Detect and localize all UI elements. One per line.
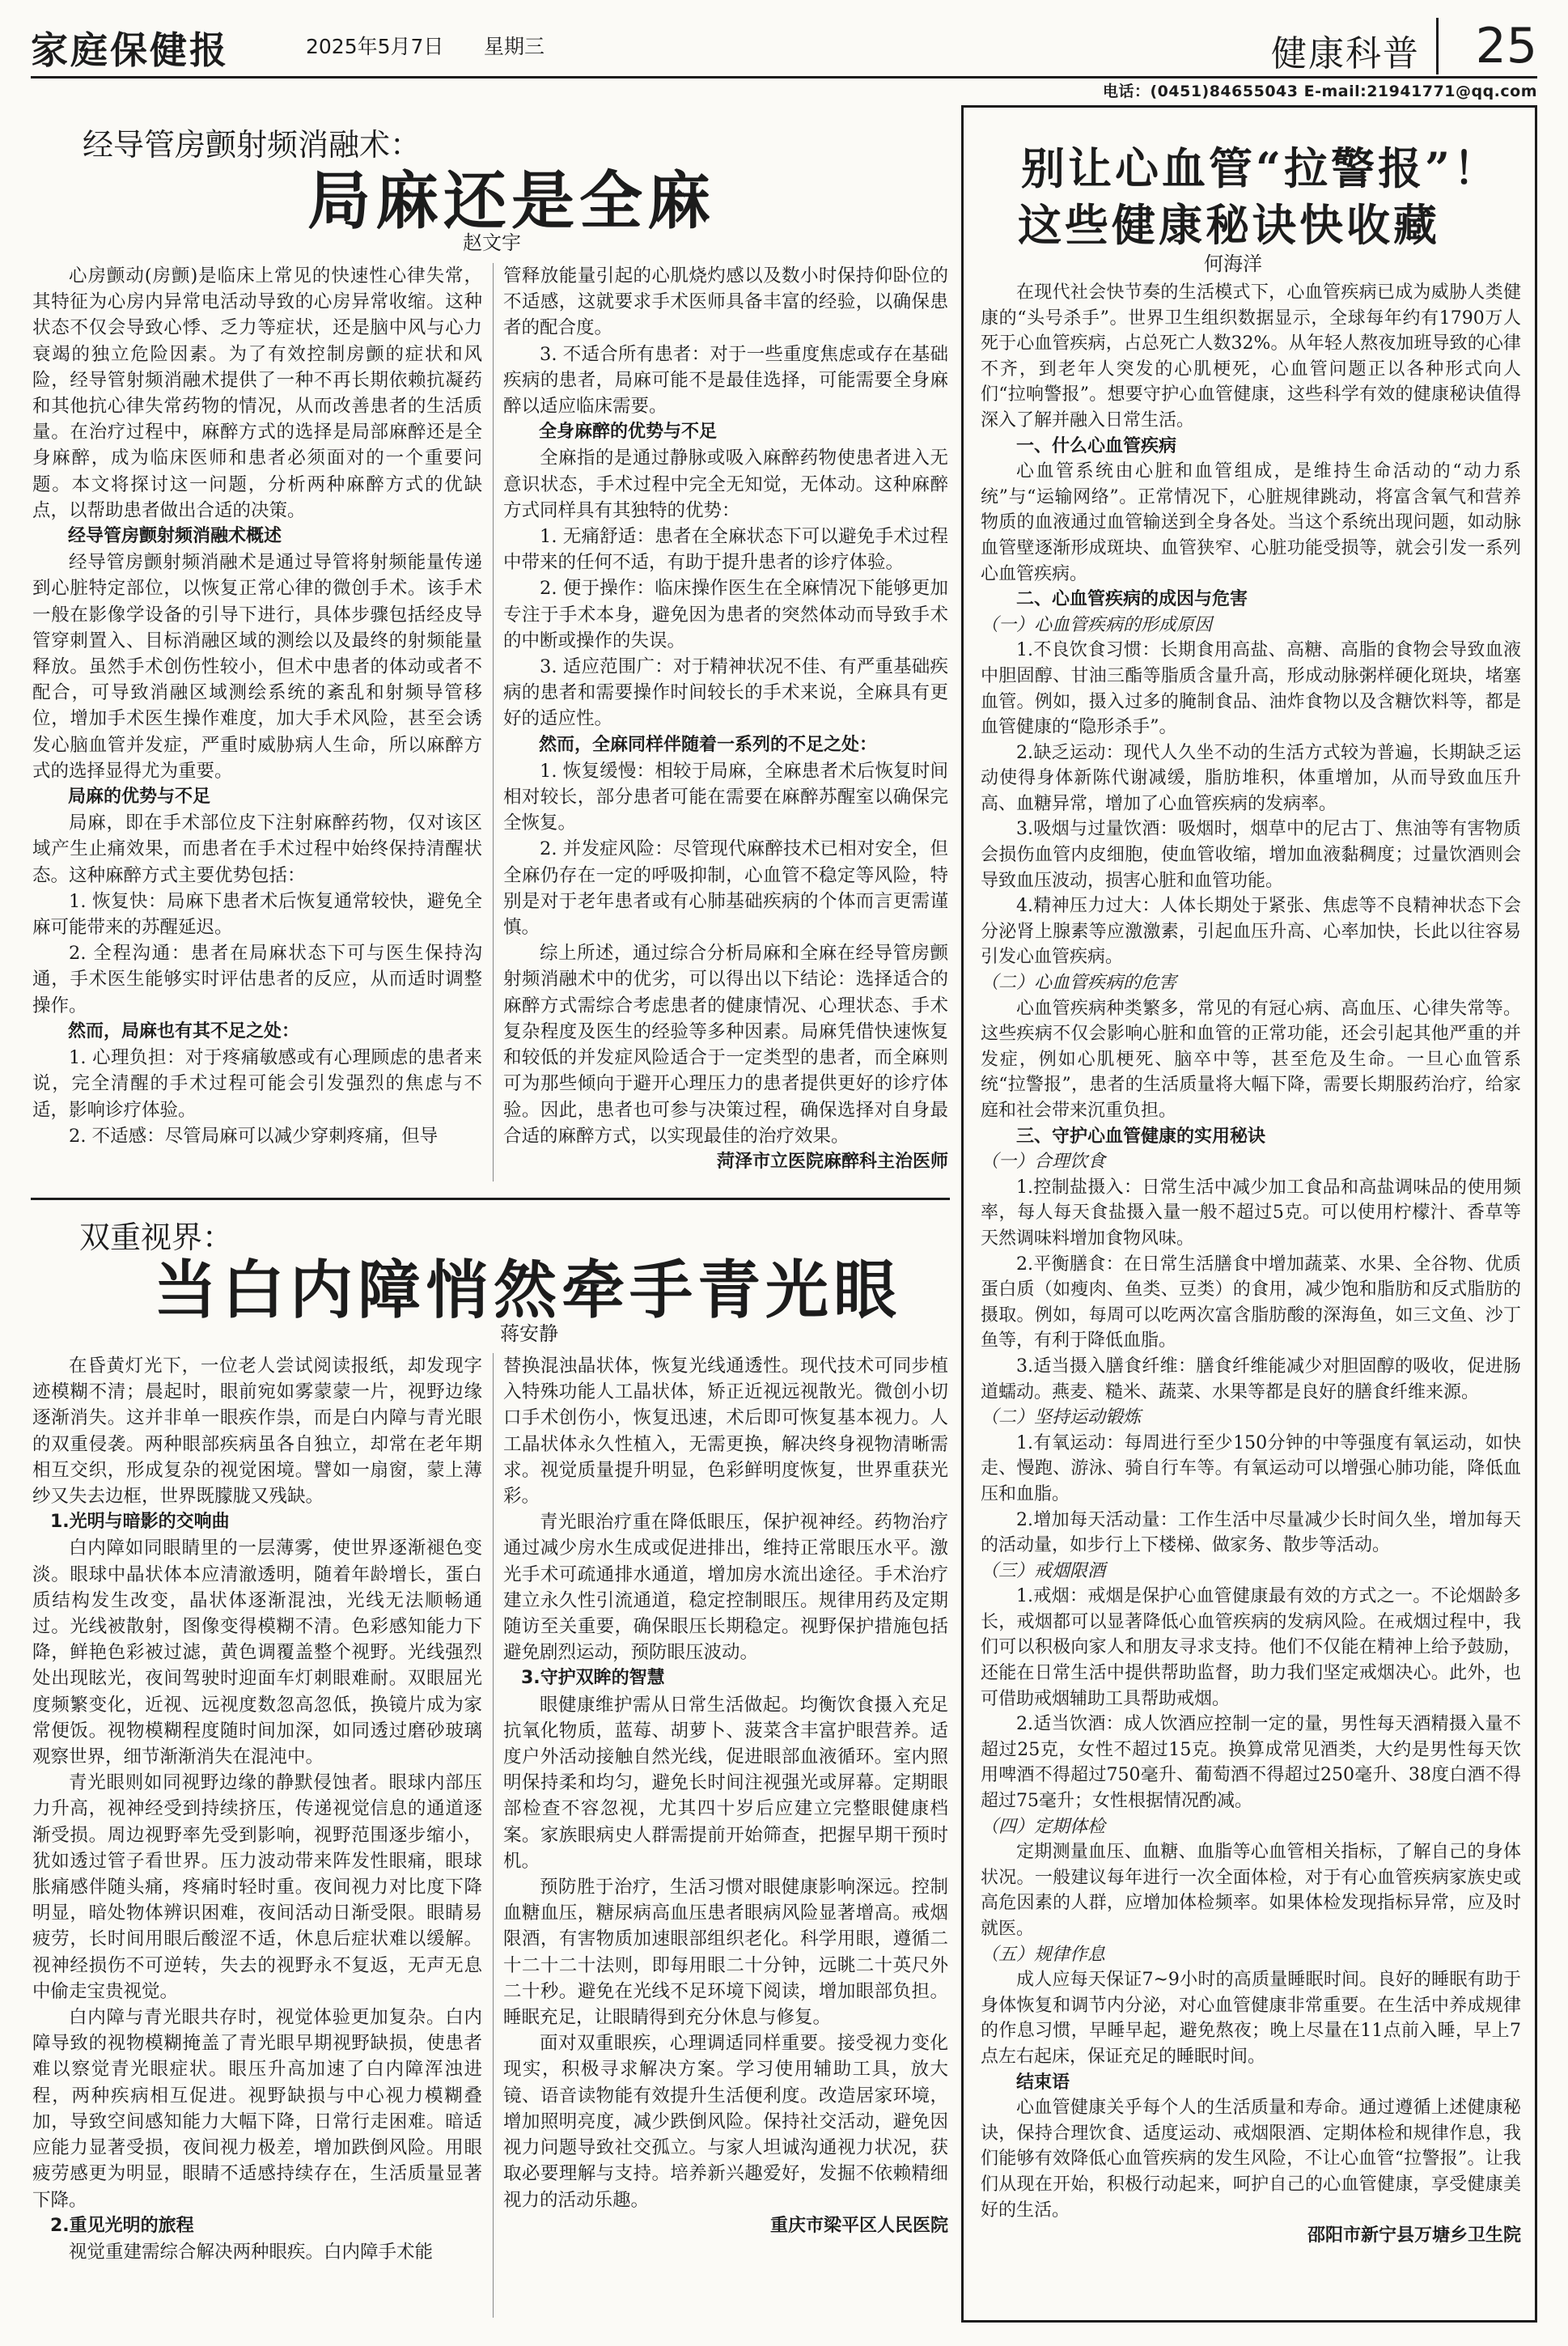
paragraph: 白内障如同眼睛里的一层薄雾，使世界逐渐褪色变淡。眼球中晶状体本应清澈透明，随着年龄增长，蛋白质结构发生改变，晶状体逐渐混浊，光线无法顺畅通过。光线被散射，图像变得模糊不清。色彩感知能力下降，鲜艳色彩被过滤，黄色调覆盖整个视野。光线强烈处出现眩光，夜间驾驶时迎面车灯刺眼难耐。双眼屈光度频繁变化，近视、远视度数忽高忽低，换镜片成为家常便饭。视物模糊程度随时间加深，如同透过磨砂玻璃观察世界，细节渐渐消失在混沌中。: [32, 1538, 482, 1768]
subheading: （五）规律作息: [981, 1944, 1106, 1965]
paragraph: 局麻，即在手术部位皮下注射麻醉药物，仅对该区域产生止痛效果，而患者在手术过程中始终保持清醒状态。这种麻醉方式主要优势包括：: [32, 812, 482, 886]
contact-info: 电话：(0451)84655043 E-mail:21941771@qq.com: [1102, 83, 1537, 100]
sidebar-byline: 何海洋: [1204, 252, 1262, 275]
paragraph: 全麻指的是通过静脉或吸入麻醉药物使患者进入无意识状态，手术过程中完全无知觉，无体动。这种麻醉方式同样具有其独特的优势：: [503, 448, 948, 521]
paragraph: 眼健康维护需从日常生活做起。均衡饮食摄入充足抗氧化物质，蓝莓、胡萝卜、菠菜含丰富护眼营养。适度户外活动接触自然光线，促进眼部血液循环。室内照明保持柔和均匀，避免长时间注视强光或屏幕。定期眼部检查不容忽视，尤其四十岁后应建立完整眼健康档案。家族眼病史人群需提前开始筛查，把握早期干预时机。: [503, 1694, 948, 1872]
issue-weekday: 星期三: [484, 35, 545, 58]
subheading: 一、什么心血管疾病: [1016, 435, 1177, 456]
article1-kicker: 经导管房颤射频消融术：: [83, 127, 422, 163]
paragraph: 综上所述，通过综合分析局麻和全麻在经导管房颤射频消融术中的优劣，可以得出以下结论：选择适合的麻醉方式需综合考虑患者的健康情况、心理状态、手术复杂程度及医生的经验等多种因素。局麻凭借快速恢复和较低的并发症风险适合于一定类型的患者，而全麻则可为那些倾向于避开心理压力的患者提供更好的诊疗体验。因此，患者也可参与决策过程，确保选择对自身最合适的麻醉方式，以实现最佳的治疗效果。: [503, 943, 948, 1147]
paragraph: 预防胜于治疗，生活习惯对眼健康影响深远。控制血糖血压，糖尿病高血压患者眼病风险显著增高。戒烟限酒，有害物质加速眼部组织老化。科学用眼，遵循二十二十二十法则，即每用眼二十分钟，远眺二十英尺外二十秒。避免在光线不足环境下阅读，增加眼部负担。睡眠充足，让眼睛得到充分休息与修复。: [503, 1877, 948, 2029]
paragraph: 2.平衡膳食：在日常生活膳食中增加蔬菜、水果、全谷物、优质蛋白质（如瘦肉、鱼类、豆类）的食用，减少饱和脂肪和反式脂肪的摄取。例如，每周可以吃两次富含脂肪酸的深海鱼，如三文鱼、沙丁鱼等，有利于降低血脂。: [981, 1254, 1521, 1351]
paragraph: 1.有氧运动：每周进行至少150分钟的中等强度有氧运动，如快走、慢跑、游泳、骑自行车等。有氧运动可以增强心肺功能，降低血压和血脂。: [981, 1432, 1521, 1504]
paragraph: 心血管疾病种类繁多，常见的有冠心病、高血压、心律失常等。这些疾病不仅会影响心脏和血管的正常功能，还会引起其他严重的并发症，例如心肌梗死、脑卒中等，甚至危及生命。一旦心血管系统“拉警报”，患者的生活质量将大幅下降，需要长期服药治疗，给家庭和社会带来沉重负担。: [981, 998, 1521, 1121]
author-affiliation: 邵阳市新宁县万塘乡卫生院: [1307, 2225, 1521, 2246]
paragraph: 2.缺乏运动：现代人久坐不动的生活方式较为普遍，长期缺乏运动使得身体新陈代谢减缓，脂肪堆积，体重增加，从而导致血压升高、血糖异常，增加了心血管疾病的发病率。: [981, 742, 1521, 814]
article2-kicker: 双重视界：: [79, 1220, 234, 1255]
paragraph: 1. 恢复快：局麻下患者术后恢复通常较快，避免全麻可能带来的苏醒延迟。: [32, 890, 482, 939]
masthead-divider: [1436, 18, 1439, 74]
paragraph: 1.控制盐摄入：日常生活中减少加工食品和高盐调味品的使用频率，每人每天食盐摄入量一般不超过5克。可以使用柠檬汁、香草等天然调味料增加食物风味。: [981, 1177, 1521, 1249]
paper-name: 家庭保健报: [31, 28, 229, 72]
paragraph: 心血管系统由心脏和血管组成，是维持生命活动的“动力系统”与“运输网络”。正常情况下，心脏规律跳动，将富含氧气和营养物质的血液通过血管输送到全身各处。当这个系统出现问题，如动脉血管壁逐渐形成斑块、血管狭窄、心脏功能受损等，就会引发一系列心血管疾病。: [981, 461, 1521, 584]
subheading: （二）坚持运动锻炼: [981, 1407, 1142, 1428]
paragraph: 在昏黄灯光下，一位老人尝试阅读报纸，却发现字迹模糊不清；晨起时，眼前宛如雾蒙蒙一片，视野边缘逐渐消失。这并非单一眼疾作祟，而是白内障与青光眼的双重侵袭。两种眼部疾病虽各自独立，却常在老年期相互交织，形成复杂的视觉困境。譬如一扇窗，蒙上薄纱又失去边框，世界既朦胧又残缺。: [32, 1355, 482, 1508]
article1-byline: 赵文宇: [463, 231, 521, 254]
section-title: 健康科普: [1271, 33, 1420, 74]
subheading: 然而，全麻同样伴随着一系列的不足之处：: [539, 734, 878, 755]
author-affiliation: 菏泽市立医院麻醉科主治医师: [716, 1151, 948, 1172]
paragraph: 2.适当饮酒：成人饮酒应控制一定的量，男性每天酒精摄入量不超过25克，女性不超过15克。换算成常见酒类，大约是男性每天饮用啤酒不得超过750毫升、葡萄酒不得超过250毫升、38度白酒不得超过75毫升；女性根据情况酌减。: [981, 1714, 1521, 1812]
paragraph: 1. 无痛舒适：患者在全麻状态下可以避免手术过程中带来的任何不适，有助于提升患者的诊疗体验。: [503, 526, 948, 574]
column-divider: [493, 1353, 494, 2318]
subheading: 2.重见光明的旅程: [50, 2215, 194, 2236]
paragraph: 青光眼治疗重在降低眼压，保护视神经。药物治疗通过减少房水生成或促进排出，维持正常眼压水平。激光手术可疏通排水通道，增加房水流出途径。手术治疗建立永久性引流通道，稳定控制眼压。规律用药及定期随访至关重要，确保眼压长期稳定。视野保护措施包括避免剧烈运动，预防眼压波动。: [503, 1512, 948, 1664]
article1-headline: 局麻还是全麻: [307, 164, 716, 238]
paragraph: 1. 心理负担：对于疼痛敏感或有心理顾虑的患者来说，完全清醒的手术过程可能会引发强烈的焦虑与不适，影响诊疗体验。: [32, 1047, 482, 1121]
column-divider: [493, 263, 494, 1181]
paragraph: 1.戒烟：戒烟是保护心血管健康最有效的方式之一。不论烟龄多长，戒烟都可以显著降低心血管疾病的发病风险。在戒烟过程中，我们可以积极向家人和朋友寻求支持。他们不仅能在精神上给予鼓励，还能在日常生活中提供帮助监督，助力我们坚定戒烟决心。此外，也可借助戒烟辅助工具帮助戒烟。: [981, 1586, 1521, 1709]
paragraph: 面对双重眼疾，心理调适同样重要。接受视力变化现实，积极寻求解决方案。学习使用辅助工具，放大镜、语音读物能有效提升生活便利度。改造居家环境，增加照明亮度，减少跌倒风险。保持社交活动，避免因视力问题导致社交孤立。与家人坦诚沟通视力状况，获取必要理解与支持。培养新兴趣爱好，发掘不依赖精细视力的活动乐趣。: [503, 2033, 948, 2211]
paragraph: 在现代社会快节奏的生活模式下，心血管疾病已成为威胁人类健康的“头号杀手”。世界卫生组织数据显示，全球每年约有1790万人死于心血管疾病，占总死亡人数32%。从年轻人熬夜加班导致的心律不齐，到老年人突发的心肌梗死，心血管问题正以各种形式向人们“拉响警报”。想要守护心血管健康，这些科学有效的健康秘诀值得深入了解并融入日常生活。: [981, 282, 1521, 431]
subheading: 三、守护心血管健康的实用秘诀: [1016, 1126, 1266, 1147]
subheading: 3.守护双眸的智慧: [521, 1668, 665, 1689]
paragraph: 2. 并发症风险：尽管现代麻醉技术已相对安全，但全麻仍存在一定的呼吸抑制，心血管不稳定等风险，特别是对于老年患者或有心肺基础疾病的个体而言更需谨慎。: [503, 838, 948, 939]
masthead-rule: [31, 76, 1537, 78]
article2-column-1: [32, 1353, 482, 2321]
subheading: （一）心血管疾病的形成原因: [981, 614, 1213, 635]
article-divider: [31, 1198, 950, 1200]
paragraph: 3.吸烟与过量饮酒：吸烟时，烟草中的尼古丁、焦油等有害物质会损伤血管内皮细胞，使血管收缩，增加血液黏稠度；过量饮酒则会导致血压波动，损害心脏和血管功能。: [981, 819, 1521, 891]
article1-column-1: [32, 263, 482, 1184]
author-affiliation: 重庆市梁平区人民医院: [769, 2215, 948, 2236]
paragraph: 定期测量血压、血糖、血脂等心血管相关指标，了解自己的身体状况。一般建议每年进行一次全面体检，对于有心血管疾病家族史或高危因素的人群，应增加体检频率。如果体检发现指标异常，应及时就医。: [981, 1842, 1521, 1939]
page-number: 25: [1475, 18, 1537, 74]
paragraph: 成人应每天保证7~9小时的高质量睡眠时间。良好的睡眠有助于身体恢复和调节内分泌，对心血管健康非常重要。在生活中养成规律的作息习惯，早睡早起，避免熬夜；晚上尽量在11点前入睡，早上7点左右起床，保证充足的睡眠时间。: [981, 1970, 1521, 2067]
subheading: 1.光明与暗影的交响曲: [50, 1512, 230, 1533]
paragraph: 视觉重建需综合解决两种眼疾。白内障手术能: [69, 2241, 434, 2263]
paragraph: 1. 恢复缓慢：相较于局麻，全麻患者术后恢复时间相对较长，部分患者可能在需要在麻醉苏醒室以确保完全恢复。: [503, 760, 948, 834]
paragraph: 4.精神压力过大：人体长期处于紧张、焦虑等不良精神状态下会分泌肾上腺素等应激激素，引起血压升高、心率加快，长此以往容易引发心血管疾病。: [981, 896, 1521, 968]
issue-date: 2025年5月7日: [306, 35, 444, 58]
subheading: （三）戒烟限酒: [981, 1560, 1106, 1581]
sidebar-headline-line1: 别让心血管“拉警报”！: [1021, 142, 1501, 194]
subheading: 经导管房颤射频消融术概述: [68, 526, 282, 547]
sidebar-headline-line2: 这些健康秘诀快收藏: [1018, 199, 1440, 251]
article2-headline: 当白内障悄然牵手青光眼: [154, 1254, 902, 1327]
paragraph: 青光眼则如同视野边缘的静默侵蚀者。眼球内部压力升高，视神经受到持续挤压，传递视觉信息的通道逐渐受损。周边视野率先受到影响，视野范围逐步缩小，犹如透过管子看世界。压力波动带来阵发性眼痛，眼球胀痛感伴随头痛，疼痛时轻时重。夜间视力对比度下降明显，暗处物体辨识困难，夜间活动日渐受限。眼睛易疲劳，长时间用眼后酸涩不适，休息后症状难以缓解。视神经损伤不可逆转，失去的视野永不复返，无声无息中偷走宝贵视觉。: [32, 1772, 482, 2002]
paragraph: 2. 便于操作：临床操作医生在全麻情况下能够更加专注于手术本身，避免因为患者的突然体动而导致手术的中断或操作的失误。: [503, 578, 948, 651]
paragraph: 2.增加每天活动量：工作生活中尽量减少长时间久坐，增加每天的活动量，如步行上下楼梯、做家务、散步等活动。: [981, 1509, 1521, 1556]
paragraph: 2. 全程沟通：患者在局麻状态下可与医生保持沟通，手术医生能够实时评估患者的反应，从而适时调整操作。: [32, 943, 482, 1016]
paragraph: 白内障与青光眼共存时，视觉体验更加复杂。白内障导致的视物模糊掩盖了青光眼早期视野缺损，使患者难以察觉青光眼症状。眼压升高加速了白内障浑浊进程，两种疾病相互促进。视野缺损与中心视力模糊叠加，导致空间感知能力大幅下降，日常行走困难。暗适应能力显著受损，夜间视力极差，增加跌倒风险。用眼疲劳感更为明显，眼睛不适感持续存在，生活质量显著下降。: [32, 2007, 482, 2211]
subheading: 局麻的优势与不足: [68, 787, 211, 808]
paragraph: 3. 不适合所有患者：对于一些重度焦虑或存在基础疾病的患者，局麻可能不是最佳选择，可能需要全身麻醉以适应临床需要。: [503, 343, 948, 418]
article2-column-2: [503, 1353, 948, 2321]
article1-column-2: [503, 263, 948, 1184]
subheading: （二）心血管疾病的危害: [981, 973, 1177, 994]
paragraph: 1.不良饮食习惯：长期食用高盐、高糖、高脂的食物会导致血液中胆固醇、甘油三酯等脂质含量升高，形成动脉粥样硬化斑块，堵塞血管。例如，摄入过多的腌制食品、油炸食物以及含糖饮料等，都是血管健康的“隐形杀手”。: [981, 640, 1521, 738]
masthead: [31, 18, 1537, 74]
paragraph: 管释放能量引起的心肌烧灼感以及数小时保持仰卧位的不适感，这就要求手术医师具备丰富的经验，以确保患者的配合度。: [503, 265, 948, 339]
paragraph: 3. 适应范围广：对于精神状况不佳、有严重基础疾病的患者和需要操作时间较长的手术来说，全麻具有更好的适应性。: [503, 656, 948, 730]
paragraph: 经导管房颤射频消融术是通过导管将射频能量传递到心脏特定部位，以恢复正常心律的微创手术。该手术一般在影像学设备的引导下进行，具体步骤包括经皮导管穿刺置入、目标消融区域的测绘以及最终的射频能量释放。虽然手术创伤性较小，但术中患者的体动或者不配合，可导致消融区域测绘系统的紊乱和射频导管移位，增加手术医生操作难度，加大手术风险，甚至会诱发心脑血管并发症，严重时威胁病人生命，所以麻醉方式的选择显得尤为重要。: [32, 552, 482, 782]
paragraph: 替换混浊晶状体，恢复光线通透性。现代技术可同步植入特殊功能人工晶状体，矫正近视远视散光。微创小切口手术创伤小，恢复迅速，术后即可恢复基本视力。人工晶状体永久性植入，无需更换，解决终身视物清晰需求。视觉质量提升明显，色彩鲜明度恢复，世界重获光彩。: [503, 1355, 948, 1508]
article2-byline: 蒋安静: [500, 1322, 558, 1345]
subheading: 二、心血管疾病的成因与危害: [1016, 589, 1248, 610]
subheading: 结束语: [1016, 2072, 1070, 2093]
subheading: 全身麻醉的优势与不足: [539, 422, 718, 443]
paragraph: 3.适当摄入膳食纤维：膳食纤维能减少对胆固醇的吸收，促进肠道蠕动。燕麦、糙米、蔬菜、水果等都是良好的膳食纤维来源。: [981, 1355, 1521, 1402]
paragraph: 心房颤动(房颤)是临床上常见的快速性心律失常，其特征为心房内异常电活动导致的心房异常收缩。这种状态不仅会导致心悸、乏力等症状，还是脑中风与心力衰竭的独立危险因素。为了有效控制房颤的症状和风险，经导管射频消融术提供了一种不再长期依赖抗凝药和其他抗心律失常药物的情况，从而改善患者的生活质量。在治疗过程中，麻醉方式的选择是局部麻醉还是全身麻醉，成为临床医师和患者必须面对的一个重要问题。本文将探讨这一问题，分析两种麻醉方式的优缺点，以帮助患者做出合适的决策。: [32, 265, 482, 521]
paragraph: 心血管健康关乎每个人的生活质量和寿命。通过遵循上述健康秘诀，保持合理饮食、适度运动、戒烟限酒、定期体检和规律作息，我们能够有效降低心血管疾病的发生风险，不让心血管“拉警报”。让我们从现在开始，积极行动起来，呵护自己的心血管健康，享受健康美好的生活。: [981, 2098, 1521, 2221]
subheading: （四）定期体检: [981, 1816, 1106, 1837]
subheading: （一）合理饮食: [981, 1152, 1106, 1173]
subheading: 然而，局麻也有其不足之处：: [68, 1020, 300, 1041]
paragraph: 2. 不适感：尽管局麻可以减少穿刺疼痛，但导: [69, 1125, 439, 1147]
sidebar-body: [981, 280, 1521, 2311]
